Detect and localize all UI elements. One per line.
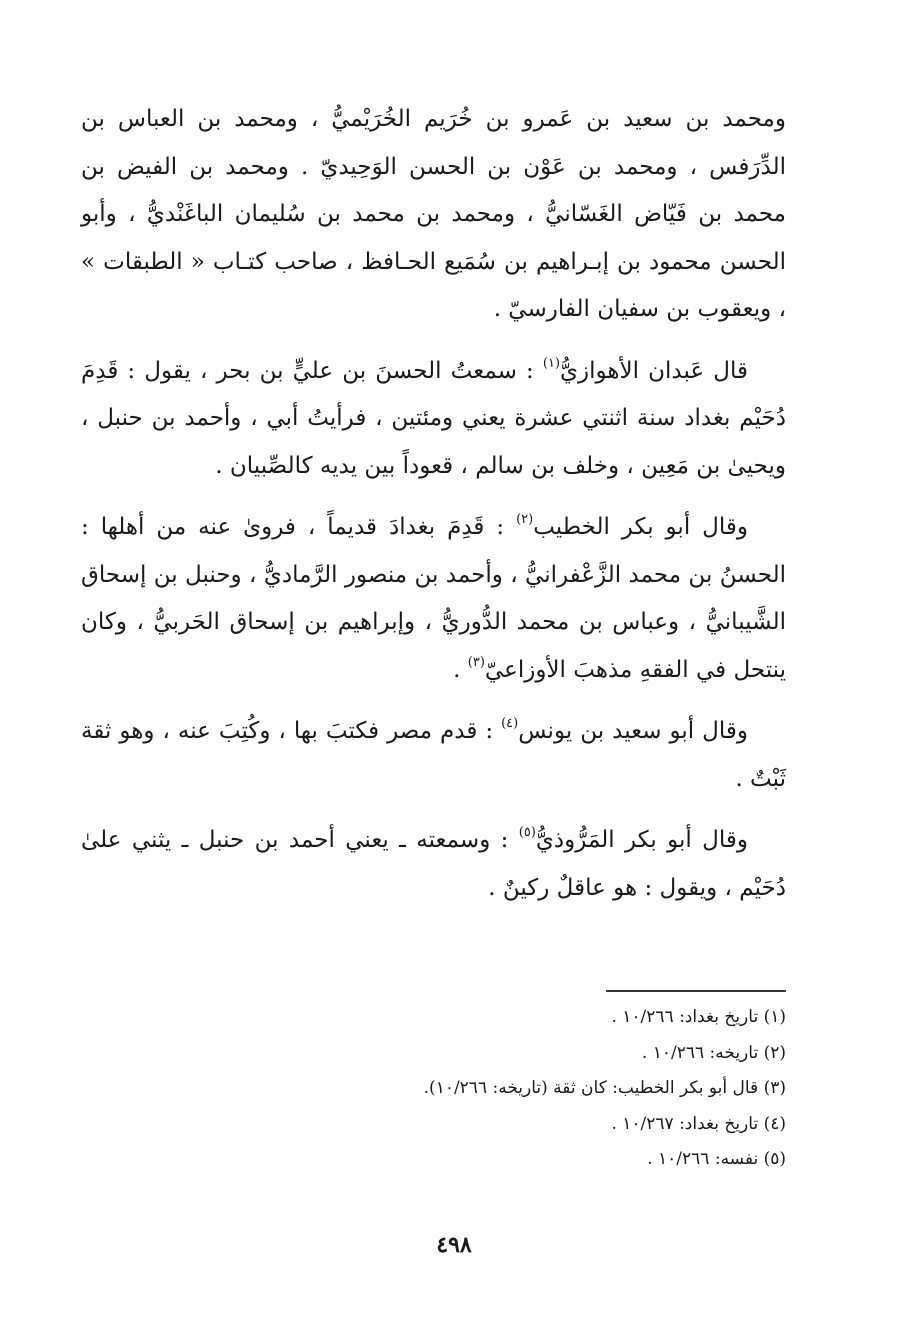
footnote-3: (٣) قال أبو بكر الخطيب: كان ثقة (تاريخه: ١٠/٢٦٦). [423,1078,786,1098]
footnote-ref-1[interactable]: (١) [542,355,561,371]
paragraph-text: قال عَبدان الأهوازيُّ [560,357,748,384]
footnote-1: (١) تاريخ بغداد: ١٠/٢٦٦ . [611,1007,786,1027]
paragraph-text: وقال أبو بكر الخطيب [533,514,748,540]
footnote-divider [606,990,786,992]
paragraph-text: : وسمعته ـ يعني أحمد بن حنبل ـ يثني علىٰ دُحَيْم ، ويقول : هو عاقلٌ ركينٌ . [81,827,786,901]
footnote-ref-5[interactable]: (٥) [518,825,536,841]
paragraph-4 [81,708,786,803]
paragraph-text: : سمعتُ الحسنَ بن عليٍّ بن بحر ، يقول : قَدِمَ دُحَيْم بغداد سنة اثنتي عشرة يعني ومئتين ، فرأيتُ أبي ، وأحمد بن حنبل ، ويحيىٰ بن مَعِين ، وخلف بن سالم ، قعوداً بين يديه كالصِّبيان . [81,357,786,479]
footnote-ref-4[interactable]: (٤) [501,716,519,732]
paragraph-text: وقال أبو سعيد بن يونس [518,718,748,744]
footnote-ref-2[interactable]: (٢) [516,512,534,528]
footnote-2: (٢) تاريخه: ١٠/٢٦٦ . [641,1042,786,1063]
paragraph-5 [81,817,786,912]
main-text [81,96,786,912]
footnote-ref-3[interactable]: (٣) [467,654,485,670]
paragraph-3 [81,504,786,694]
paragraph-text: : قَدِمَ بغدادَ قديماً ، فروىٰ عنه من أهلها : الحسنُ بن محمد الزَّعْفرانيُّ ، وأحمد بن منصور الرَّماديُّ ، وحنبل بن إسحاق الشَّيبانيُّ ، وعباس بن محمد الدُّوريُّ ، وإبراهيم بن إسحاق الحَربيُّ ، وكان ينتحل في الفقهِ مذهبَ الأوزاعيّ [81,514,786,683]
footnotes-list [81,1000,786,1178]
footnote-4: (٤) تاريخ بغداد: ١٠/٢٦٧ . [611,1113,786,1134]
page-number: ٤٩٨ [436,1232,472,1258]
paragraph-1 [81,96,786,334]
paragraph-2 [81,348,786,491]
paragraph-text: وقال أبو بكر المَرُّوذيُّ [535,827,748,853]
paragraph-text: : قدم مصر فكتبَ بها ، وكُتِبَ عنه ، وهو ثقة ثَبْتٌ . [81,718,786,792]
paragraph-text: . [453,656,468,683]
footnote-5: (٥) نفسه: ١٠/٢٦٦ . [647,1149,786,1169]
paragraph-text: ومحمد بن سعيد بن عَمرو بن خُرَيم الخُرَيْميُّ ، ومحمد بن العباس بن الدِّرَفس ، ومحمد بن عَوْن بن الحسن الوَحِيديّ . ومحمد بن الفيض بن محمد بن فَيّاض الغَسّانيُّ ، ومحمد بن محمد بن سُليمان الباغَنْديُّ ، وأبو الحسن محمود بن إبـراهيم بن سُمَيع الحـافظ ، صاحب كتـاب « الطبقات » ، ويعقوب بن سفيان الفارسيّ . [81,106,786,322]
